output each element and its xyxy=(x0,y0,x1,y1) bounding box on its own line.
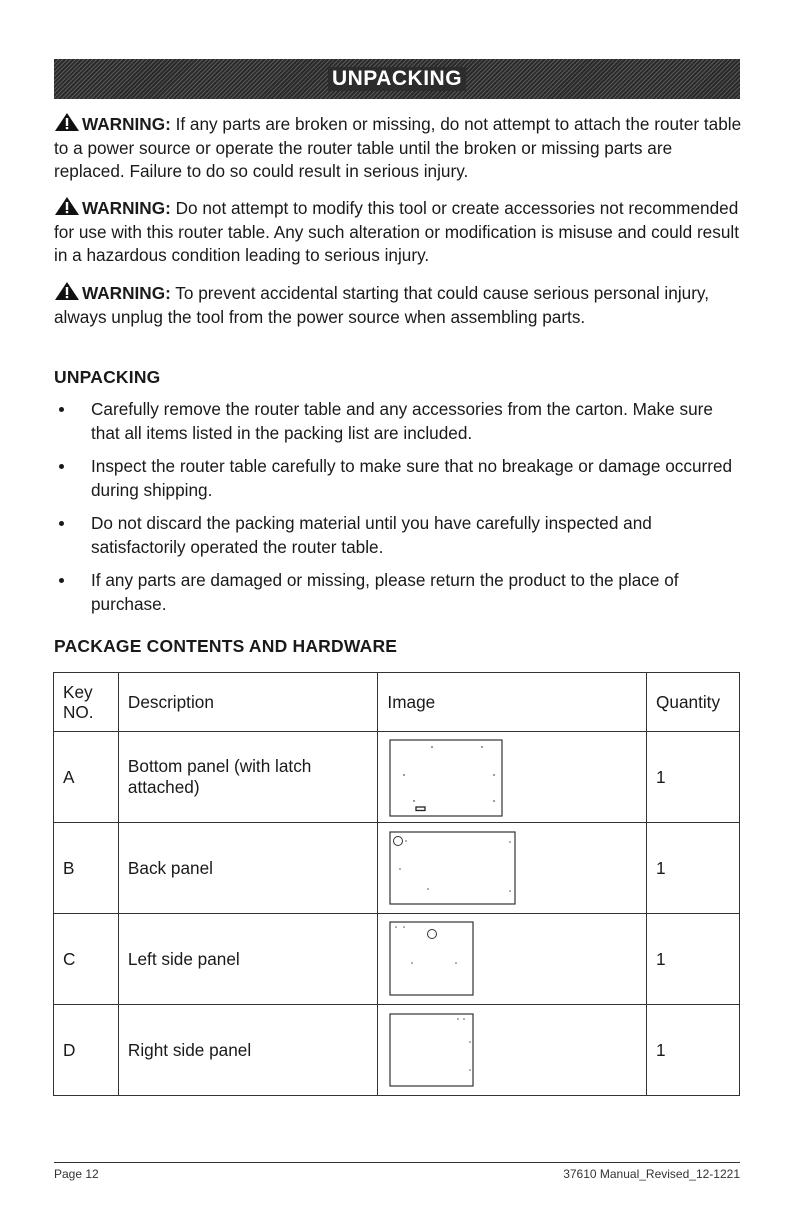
row-quantity: 1 xyxy=(647,1005,740,1096)
bullet-icon xyxy=(59,521,64,526)
unpacking-list xyxy=(54,398,744,626)
list-item xyxy=(54,569,744,616)
row-quantity: 1 xyxy=(647,823,740,914)
list-item-text: If any parts are damaged or missing, please return the product to the place of purchase. xyxy=(91,570,679,614)
banner-title: UNPACKING xyxy=(328,67,466,91)
warning-label: WARNING: xyxy=(82,198,171,218)
list-item-text: Carefully remove the router table and any accessories from the carton. Make sure that all items listed in the packing list are included. xyxy=(91,399,713,443)
contents-heading: PACKAGE CONTENTS AND HARDWARE xyxy=(54,636,398,656)
back-panel-image xyxy=(378,823,647,914)
warning-text: If any parts are broken or missing, do not attempt to attach the router table to a power source or operate the router table until the broken or missing parts are replaced. Failure to do so could result in serious injury. xyxy=(54,114,742,181)
row-key: C xyxy=(54,914,119,1005)
column-header-key: Key NO. xyxy=(54,673,119,732)
row-quantity: 1 xyxy=(647,732,740,823)
footer-divider xyxy=(54,1162,740,1163)
list-item xyxy=(54,512,744,559)
list-item-text: Inspect the router table carefully to make sure that no breakage or damage occurred during shipping. xyxy=(91,456,733,500)
row-description: Right side panel xyxy=(118,1005,378,1096)
row-key: B xyxy=(54,823,119,914)
page-number: Page 12 xyxy=(54,1167,99,1181)
warning-text: To prevent accidental starting that could cause serious personal injury, always unplug the tool from the power source when assembling parts. xyxy=(54,283,710,327)
bullet-icon xyxy=(59,578,64,583)
table-row xyxy=(54,823,740,914)
row-description: Bottom panel (with latch attached) xyxy=(118,732,378,823)
contents-table xyxy=(53,672,740,1096)
row-key: D xyxy=(54,1005,119,1096)
row-description: Left side panel xyxy=(118,914,378,1005)
warning-triangle-icon xyxy=(54,112,80,131)
warning-2 xyxy=(54,196,744,268)
document-id: 37610 Manual_Revised_12-1221 xyxy=(563,1167,740,1181)
table-row xyxy=(54,1005,740,1096)
warning-1 xyxy=(54,112,744,184)
warning-label: WARNING: xyxy=(82,114,171,134)
table-header-row xyxy=(54,673,740,732)
column-header-image: Image xyxy=(378,673,647,732)
list-item xyxy=(54,398,744,445)
bullet-icon xyxy=(59,464,64,469)
bottom-panel-image xyxy=(378,732,647,823)
warning-label: WARNING: xyxy=(82,283,171,303)
column-header-quantity: Quantity xyxy=(647,673,740,732)
bullet-icon xyxy=(59,407,64,412)
table-row xyxy=(54,732,740,823)
column-header-description: Description xyxy=(118,673,378,732)
list-item xyxy=(54,455,744,502)
left-side-panel-image xyxy=(378,914,647,1005)
row-description: Back panel xyxy=(118,823,378,914)
list-item-text: Do not discard the packing material until you have carefully inspected and satisfactorily operated the router table. xyxy=(91,513,652,557)
row-key: A xyxy=(54,732,119,823)
warning-triangle-icon xyxy=(54,281,80,300)
unpacking-heading: UNPACKING xyxy=(54,367,161,387)
warning-3 xyxy=(54,281,744,329)
warning-text: Do not attempt to modify this tool or create accessories not recommended for use with this router table. Any such alteration or modification is misuse and could result in a hazardous condition leading to serious injury. xyxy=(54,198,739,265)
section-banner xyxy=(54,59,740,99)
table-row xyxy=(54,914,740,1005)
right-side-panel-image xyxy=(378,1005,647,1096)
warning-triangle-icon xyxy=(54,196,80,215)
row-quantity: 1 xyxy=(647,914,740,1005)
